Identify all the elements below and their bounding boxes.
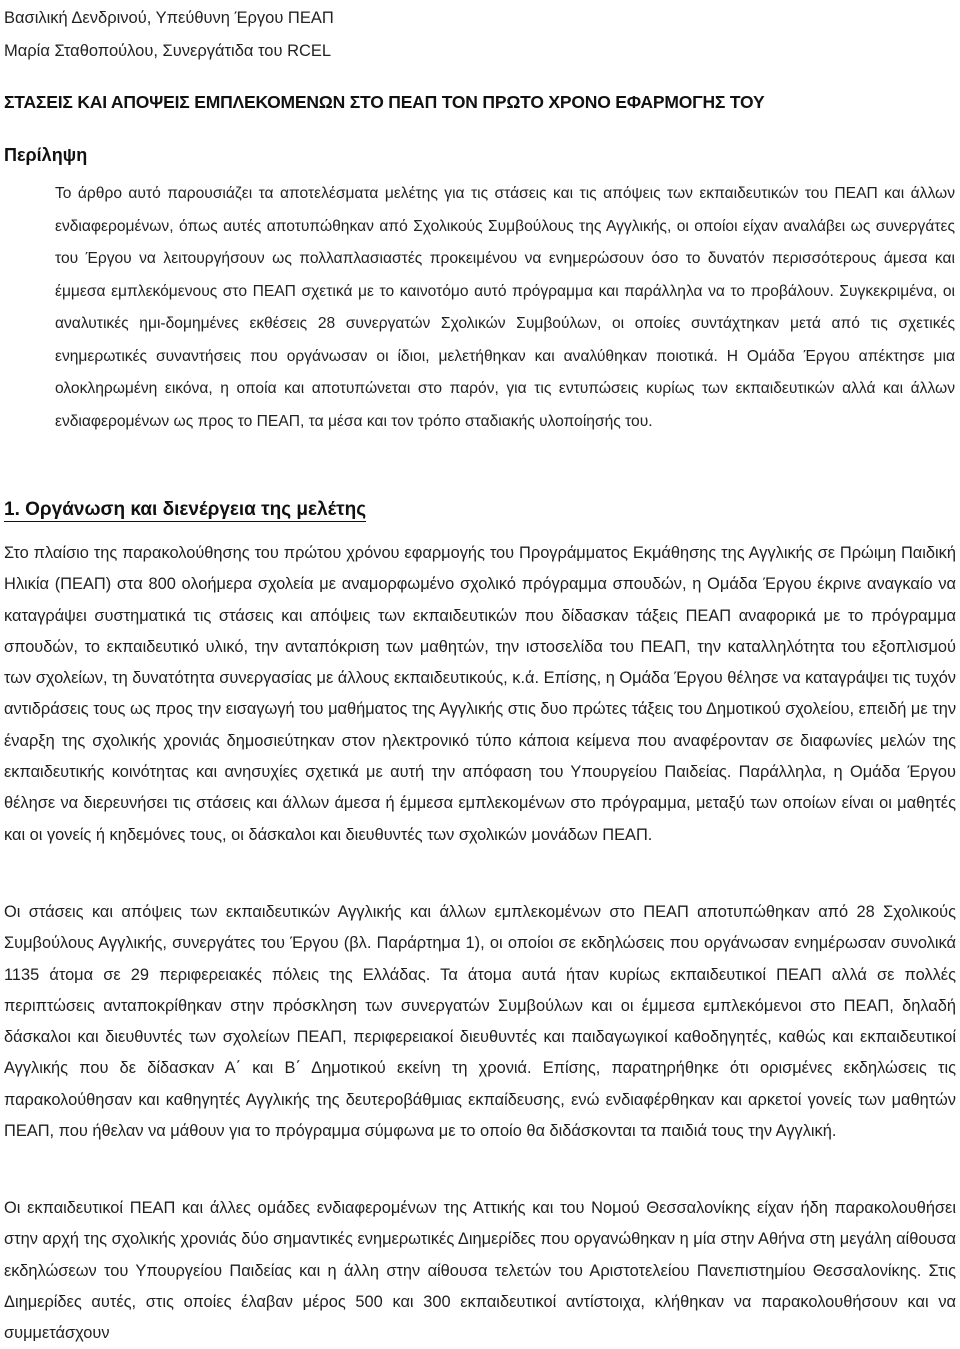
author-line-1: Βασιλική Δενδρινού, Υπεύθυνη Έργου ΠΕΑΠ	[4, 9, 334, 27]
summary-heading: Περίληψη	[4, 145, 88, 165]
document-title: ΣΤΑΣΕΙΣ ΚΑΙ ΑΠΟΨΕΙΣ ΕΜΠΛΕΚΟΜΕΝΩΝ ΣΤΟ ΠΕΑΠ ΤΟΝ ΠΡΩΤΟ ΧΡΟΝΟ ΕΦΑΡΜΟΓΗΣ ΤΟΥ	[4, 92, 765, 112]
author-line-2: Μαρία Σταθοπούλου, Συνεργάτιδα του RCEL	[4, 42, 332, 60]
section-heading-text: 1. Οργάνωση και διενέργεια της μελέτης	[4, 499, 367, 520]
body-paragraph-1: Στο πλαίσιο της παρακολούθησης του πρώτου χρόνου εφαρμογής του Προγράμματος Εκμάθησης της Αγγλικής σε Πρώιμη Παιδική Ηλικία (ΠΕΑΠ) στα 800 ολοήμερα σχολεία με αναμορφωμένο σχολικό πρόγραμμα σπουδών, η Ομάδα Έργου έκρινε αναγκαίο να καταγράψει συστηματικά τις στάσεις και απόψεις των εκπαιδευτικών που δίδασκαν τάξεις ΠΕΑΠ αναφορικά με το πρόγραμμα σπουδών, το εκπαιδευτικό υλικό, την ανταπόκριση των μαθητών, την ιστοσελίδα του ΠΕΑΠ, την καταλληλότητα του εξοπλισμού των σχολείων, τη δυνατότητα συνεργασίας με άλλους εκπαιδευτικούς, κ.ά. Επίσης, η Ομάδα Έργου θέλησε να καταγράψει τις τυχόν αντιδράσεις τους ως προς την εισαγωγή του μαθήματος της Αγγλικής στις δυο πρώτες τάξεις του Δημοτικού σχολείου, επειδή με την έναρξη της σχολικής χρονιάς δημοσιεύτηκαν στον ηλεκτρονικό τύπο κάποια κείμενα που αναφέρονταν σε διαφωνίες μελών της εκπαιδευτικής κοινότητας και ανησυχίες σχετικά με αυτή την απόφαση του Υπουργείου Παιδείας. Παράλληλα, η Ομάδα Έργου θέλησε να διερευνήσει τις στάσεις και άλλων άμεσα ή έμμεσα εμπλεκομένων στο πρόγραμμα, μεταξύ των οποίων είναι οι μαθητές και οι γονείς ή κηδεμόνες τους, οι δάσκαλοι και διευθυντές των σχολικών μονάδων ΠΕΑΠ.	[4, 544, 957, 844]
section-heading	[4, 499, 366, 521]
body-paragraph-3: Οι εκπαιδευτικοί ΠΕΑΠ και άλλες ομάδες ενδιαφερομένων της Αττικής και του Νομού Θεσσαλονίκης είχαν ήδη παρακολουθήσει στην αρχή της σχολικής χρονιάς δύο σημαντικές ενημερωτικές Διημερίδες που οργανώθηκαν η μία στην Αθήνα στη μεγάλη αίθουσα εκδηλώσεων του Υπουργείου Παιδείας και η άλλη στην αίθουσα τελετών του Αριστοτελείου Πανεπιστημίου Θεσσαλονίκης. Στις Διημερίδες αυτές, στις οποίες έλαβαν μέρος 500 και 300 εκπαιδευτικοί αντίστοιχα, κλήθηκαν να παρακολουθήσουν και να συμμετάσχουν	[4, 1199, 956, 1343]
author-block	[4, 2, 334, 68]
summary-text: Το άρθρο αυτό παρουσιάζει τα αποτελέσματα μελέτης για τις στάσεις και τις απόψεις των εκπαιδευτικών του ΠΕΑΠ και άλλων ενδιαφερομένων, όπως αυτές αποτυπώθηκαν από Σχολικούς Συμβούλους της Αγγλικής, οι οποίοι είχαν αναλάβει ως συνεργάτες του Έργου να λειτουργήσουν ως πολλαπλασιαστές προκειμένου να ενημερώσουν όσο το δυνατόν περισσότερους άμεσα και έμμεσα εμπλεκόμενους στο ΠΕΑΠ σχετικά με το καινοτόμο αυτό πρόγραμμα και παράλληλα να το προβάλουν. Συγκεκριμένα, οι αναλυτικές ημι-δομημένες εκθέσεις 28 συνεργατών Σχολικών Συμβούλων, οι οποίες συντάχτηκαν μετά από τις σχετικές ενημερωτικές συναντήσεις που οργάνωσαν οι ίδιοι, μελετήθηκαν και αναλύθηκαν ποιοτικά. Η Ομάδα Έργου απέκτησε μια ολοκληρωμένη εικόνα, η οποία και αποτυπώνεται στο παρόν, για τις εντυπώσεις κυρίως των εκπαιδευτικών αλλά και άλλων ενδιαφερομένων ως προς το ΠΕΑΠ, τα μέσα και τον τρόπο σταδιακής υλοποίησής του.	[55, 185, 955, 430]
body-paragraph-2: Οι στάσεις και απόψεις των εκπαιδευτικών Αγγλικής και άλλων εμπλεκομένων στο ΠΕΑΠ αποτυπώθηκαν από 28 Σχολικούς Συμβούλους Αγγλικής, συνεργάτες του Έργου (βλ. Παράρτημα 1), οι οποίοι σε εκδηλώσεις που οργάνωσαν ενημέρωσαν συνολικά 1135 άτομα σε 29 περιφερειακές πόλεις της Ελλάδας. Τα άτομα αυτά ήταν κυρίως εκπαιδευτικοί ΠΕΑΠ αλλά σε πολλές περιπτώσεις ανταποκρίθηκαν στην πρόσκληση των συνεργατών Συμβούλων και οι έμμεσα εμπλεκόμενοι στο ΠΕΑΠ, δηλαδή δάσκαλοι και διευθυντές των σχολείων ΠΕΑΠ, περιφερειακοί διευθυντές και παιδαγωγικοί καθοδηγητές, καθώς και εκπαιδευτικοί Αγγλικής που δε δίδασκαν Α΄ και Β΄ Δημοτικού εκείνη τη χρονιά. Επίσης, παρατηρήθηκε ότι ορισμένες εκδηλώσεις τις παρακολούθησαν και καθηγητές Αγγλικής της δευτεροβάθμιας εκπαίδευσης, ενώ ενδιαφέρθηκαν και αρκετοί γονείς των μαθητών ΠΕΑΠ, που ήθελαν να μάθουν για το πρόγραμμα σύμφωνα με το οποίο θα διδάσκονται τα παιδιά τους την Αγγλική.	[4, 903, 956, 1141]
